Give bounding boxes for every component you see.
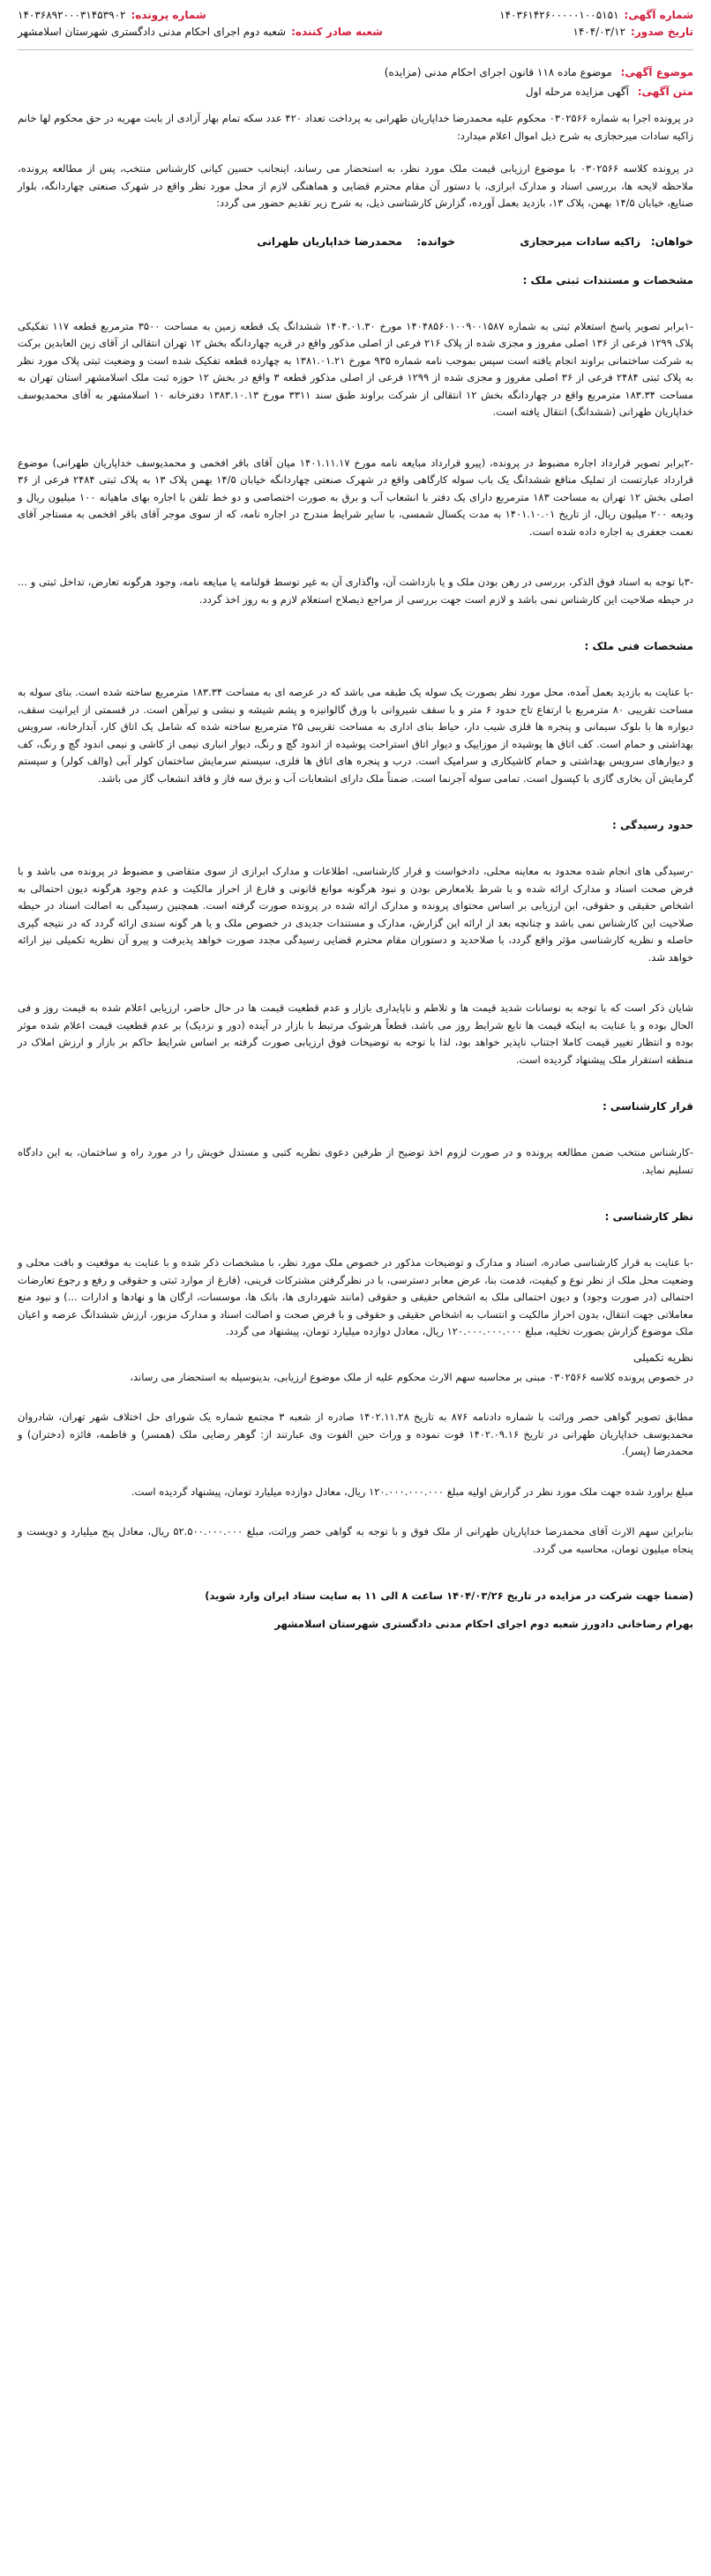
header-row-2 (18, 24, 693, 41)
file-number-label: شماره پرونده: (131, 9, 206, 21)
opinion-paragraph-1: -با عنایت به قرار کارشناسی صادره، اسناد و مدارک و توضیحات مذکور در خصوص ملک مورد نظر، با مشخصات ذکر شده و با عنایت به موقعیت و بافت محلی و وضعیت محل ملک از نظر نوع و کیفیت، قدمت بنا، عرض معابر دسترسی، با در نظرگرفتن مشترکات قرینی، (فارغ از موارد ثبتی و حقوقی و رفع و رجوع تعارضات احتمالی (در صورت وجود) و دیون احتمالی ملک به اشخاص حقیقی و حقوقی (مانند شهرداری ها، بانک ها، موسسات، ارگان ها و نهادها و ادارات ...) و نبود منع معاملاتی جهت انتقال، بدون احراز مالکیت و انتساب به اشخاص حقیقی و حقوقی و با فرض صحت و اصالت اسناد و مدارک مزبور، ارزش ششدانگ عرصه و اعیان ملک موضوع گزارش بصورت تخلیه، مبلغ ۱۲۰.۰۰۰.۰۰۰.۰۰۰ ریال، معادل دوازده میلیارد تومان، پیشنهاد می گردد. (18, 1256, 693, 1337)
header-row-1 (18, 7, 693, 24)
order-section-title: قرار کارشناسی : (602, 1100, 693, 1113)
registry-paragraph-1: -۱برابر تصویر پاسخ استعلام ثبتی به شماره ۱۴۰۴۸۵۶۰۱۰۰۹۰۰۱۵۸۷ مورخ ۱۴۰۴.۰۱.۳۰ ششدانگ یک قطعه زمین به مساحت ۳۵۰۰ مترمربع قطعه ۱۱۷ تفکیکی پلاک ۱۲۹۹ فرعی از ۱۳۶ اصلی مفروز و مجزی شده از پلاک ۲۱۶ فرعی از اصلی مذکور واقع در قریه چهاردانگه بخش ۱۲ تهران انتقالی از آقای زین العابدین برکت به شرکت ساختمانی براوند انجام یافته است سپس بموجب نامه شماره ۹۳۵ مورخ ۱۳۸۱.۰۱.۲۱ به چهارده قطعه تفکیک شده است و وضعیت ثبتی پلاک مورد نظر به پلاک ثبتی ۲۴۸۴ فرعی از ۳۶ اصلی مفروز و مجزی شده از ۱۲۹۹ فرعی از اصلی مذکور قطعه ۳ واقع در بخش ۱۲ حوزه ثبت ملک اسلامشهر استان تهران به مساحت ۱۸۳.۳۴ مترمربع واقع در چهاردانگه بخش ۱۲ انتقالی از شرکت براوند طبق سند ۳۳۱۱ مورخ ۱۳۸۳.۱۰.۱۳ دفترخانه ۱۰ اسلامشهر به آقای محمدیوسف خداپاریان طهرانی (ششدانگ) انتقال یافته است. (18, 319, 694, 418)
file-number-cell (18, 7, 206, 24)
header-divider (18, 49, 693, 50)
supplement-title: نظریه تکمیلی (633, 1351, 693, 1364)
technical-paragraph-1: -با عنایت به بازدید بعمل آمده، محل مورد نظر بصورت یک سوله یک طبقه می باشد که در عرصه ای به مساحت ۱۸۳.۳۴ مترمربع ساخته شده است. بنای سوله به مساحت تقریبی ۸۰ مترمربع با ارتفاع تاج حدود ۶ متر و با سقف شیروانی با ورق گالوانیزه و پشم شیشه و نبشی و تیرآهن است. در قسمتی از ایرانیت سقف، دیواره ها با بلوک سیمانی و پنجره ها فلزی شیب دار، حیاط بنای اداری به مساحت تقریبی ۲۵ مترمربع ساخته شده که شامل یک اتاق کار، آبدارخانه، سرویس بهداشتی و حمام است. کف اتاق ها پوشیده از موزاییک و دیوار اتاق استراحت پوشیده از اندود گچ و رنگ، دیوار انباری نیمی از کاشی و نیمی اندود گچ و رنگ، کف و دیوارهای سرویس بهداشتی و حمام کاشیکاری و سرامیک است. درب و پنجره های اتاق ها فلزی، سیستم سرمایش ساختمان کولر آبی (والف کولر) و سیستم گرمایش آن بخاری گازی با کپسول است. تمامی سوله آجرنما است. ضمناً ملک دارای انشعابات آب و برق سه فاز و فاقد انشعاب گاز می باشد. (18, 686, 693, 785)
parties-row (18, 235, 693, 248)
supplement-paragraph-1: در خصوص پرونده کلاسه ۰۳۰۲۵۶۶ مبنی بر محاسبه سهم الارث محکوم علیه از ملک موضوع ارزیابی، بدینوسیله به استحضار می رساند، (130, 1370, 693, 1383)
claimant-label: خواهان: (650, 235, 693, 248)
technical-section-title: مشخصات فنی ملک : (584, 640, 693, 652)
review-section-title: حدود رسیدگی : (611, 819, 693, 831)
supplement-paragraph-4: بنابراین سهم الارث آقای محمدرضا خداپاریان طهرانی از ملک فوق و با توجه به گواهی حصر وراثت، مبلغ ۵۲.۵۰۰.۰۰۰.۰۰۰ ریال، معادل پنج میلیارد و دویست و پنجاه میلیون تومان، محاسبه می گردد. (18, 1525, 693, 1555)
registry-paragraph-3: -۳با توجه به اسناد فوق الذکر، بررسی در رهن بودن ملک و یا بازداشت آن، واگذاری آن به غیر توسط قولنامه یا مبایعه نامه، وجود هرگونه تعارض، تداخل ثبتی و ... در حیطه صلاحیت این کارشناس نمی باشد و لازم است جهت بررسی از مراجع ذیصلاح استعلام لازم و به روز اخذ گردد. (18, 576, 693, 606)
issue-date-label: تاریخ صدور: (631, 26, 693, 38)
expert-paragraph: در پرونده کلاسه ۰۳۰۲۵۶۶ با موضوع ارزیابی قیمت ملک مورد نظر، به استحضار می رساند، اینجانب حسین کیانی کارشناس منتخب، پس از مطالعه پرونده، ملاحظه لایحه ها، بررسی اسناد و مدارک ابرازی، با دستور آن مقام محترم قضایی و هماهنگی لازم از محل مورد نظر واقع در شهرک صنعتی چهاردانگه، بلوار صنایع، خیابان ۱۴/۵ بهمن، پلاک ۱۳، بازدید بعمل آورده، گزارش کارشناسی ذیل، به شرح زیر تقدیم حضور می گردد: (18, 162, 693, 209)
issue-date-cell (573, 24, 693, 41)
issuing-branch-label: شعبه صادر کننده: (291, 26, 383, 38)
ad-text-line (18, 82, 693, 101)
ad-text: آگهی مزایده مرحله اول (525, 86, 629, 98)
review-paragraph-1: -رسیدگی های انجام شده محدود به معاینه محلی، دادخواست و قرار کارشناسی، اطلاعات و مدارک ابرازی از سوی متقاضی و مضبوط در پرونده می باشد و با فرض صحت اسناد و مدارک ارائه شده و با شرط بلامعارض بودن و نبود هرگونه موانع قانونی و فارغ از احراز مالکیت و عدم وجود هرگونه دیون احتمالی به اشخاص حقیقی و حقوقی، این ارزیابی بر اساس محتوای پرونده و مدارک ارائه شده در پرونده صورت گرفته است. همچنین رسیدگی به اصالت اسناد در حیطه صلاحیت این کارشناس نمی باشد و چنانچه بعد از ارائه این گزارش، مدارک و مستندات جدیدی در خصوص ملک و یا هر گونه سندی ارائه گردد که در نتیجه گیری حاصله و نظریه کارشناسی مؤثر واقع گردد، با صلاحدید و دستوران مقام محترم قضایی رسیدگی مجدد صورت خواهد پذیرفت و پیرو آن نظریه تکمیلی نیز ارائه خواهد شد. (18, 865, 693, 964)
supplement-paragraph-2: مطابق تصویر گواهی حصر وراثت با شماره دادنامه ۸۷۶ به تاریخ ۱۴۰۲.۱۱.۲۸ صادره از شعبه ۳ مجتمع شماره یک شورای حل اختلاف شهر تهران، شادروان محمدیوسف خداپاریان طهرانی در تاریخ ۱۴۰۲.۰۹.۱۶ فوت نموده و وراث حین الفوت وی عبارتند از: گوهر رضایی ملک (همسر) و فاطمه، فائزه (دختران) و محمدرضا (پسر). (18, 1411, 693, 1457)
notice-document (18, 0, 693, 1633)
issuing-branch: شعبه دوم اجرای احکام مدنی دادگستری شهرستان اسلامشهر (18, 26, 287, 38)
auction-notice: (ضمنا جهت شرکت در مزایده در تاریخ ۱۴۰۴/۰۳/۲۶ ساعت ۸ الی ۱۱ به سایت ستاد ایران وارد شوید) (205, 1590, 693, 1602)
ad-number: ۱۴۰۳۶۱۴۲۶۰۰۰۰۰۱۰۰۵۱۵۱ (499, 9, 619, 21)
defendant-name: محمدرضا خداپاریان طهرانی (257, 235, 402, 248)
ad-number-cell (499, 7, 693, 24)
intro-paragraph: در پرونده اجرا به شماره ۰۳۰۲۵۶۶ محکوم علیه محمدرضا خداپاریان طهرانی به پرداخت تعداد ۴۲۰ عدد سکه تمام بهار آزادی از بابت مهریه در حق محکوم لها خانم زاکیه سادات میرحجازی به شرح ذیل اموال اعلام میدارد: (18, 112, 693, 142)
subject-label: موضوع آگهی: (620, 66, 693, 78)
issuing-branch-cell (18, 24, 383, 41)
order-paragraph-1: -کارشناس منتخب ضمن مطالعه پرونده و در صورت لزوم اخذ توضیح از طرفین دعوی نظریه کتبی و مستدل خویش را در مورد راه و ساختمان، به این دادگاه تسلیم نماید. (18, 1146, 693, 1176)
subject-line (18, 63, 693, 82)
ad-text-label: متن آگهی: (637, 86, 693, 98)
claimant-name: زاکیه سادات میرحجازی (520, 235, 640, 248)
review-paragraph-2: شایان ذکر است که با توجه به نوسانات شدید قیمت ها و تلاطم و ناپایداری بازار و عدم قطعیت قیمت ها در حال حاضر، ارزیابی اعلام شده به قیمت روز و فی الحال بوده و با عنایت به اینکه قیمت ها تابع شرایط روز می باشد، قطعاً هرشوک مرتبط با بازار در آینده (دور و نزدیک) بر عدم قطعیت قیمت اعلام شده موثر بوده و انتظار تغییر قیمت کاملا اجتناب ناپذیر خواهد بود، لذا با توجه به توضیحات فوق ارزیابی صورت گرفته بر اساس شرایط حاکم بر بازار و ارزش املاک در منطقه استقرار ملک پیشنهاد گردیده است. (18, 1001, 693, 1066)
ad-number-label: شماره آگهی: (624, 9, 693, 21)
opinion-section-title: نظر کارشناسی : (604, 1210, 693, 1223)
supplement-paragraph-3: مبلغ براورد شده جهت ملک مورد نظر در گزارش اولیه مبلغ ۱۲۰.۰۰۰.۰۰۰.۰۰۰ ریال، معادل دوازده میلیارد تومان، پیشنهاد گردیده است. (131, 1485, 693, 1498)
subject-text: موضوع ماده ۱۱۸ قانون اجرای احکام مدنی (مزایده) (384, 66, 612, 78)
registry-section-title: مشخصات و مستندات ثبتی ملک : (522, 273, 693, 287)
registry-paragraph-2: -۲برابر تصویر قرارداد اجاره مضبوط در پرونده، (پیرو قرارداد مبایعه نامه مورخ ۱۴۰۱.۱۱.۱۷ میان آقای باقر افخمی و محمدیوسف خداپاریان طهرانی) موضوع قرارداد عبارتست از تملیک منافع ششدانگ یک باب سوله کارگاهی واقع در شهرک صنعتی چهاردانگه خیابان ۱۴/۵ بهمن پلاک ۱۳ به پلاک ثبتی ۲۴۸۴ فرعی از ۳۶ اصلی بخش ۱۲ تهران به مساحت ۱۸۳ مترمربع دارای یک دفتر با انشعاب آب و برق به صورت اختصاصی و دو خط تلفن با اجاره بهای ماهیانه ۱۰۰ میلیون ریال و ودیعه ۲۰۰ میلیون ریال، از تاریخ ۱۴۰۱.۱۰.۰۱ به مدت یکسال شمسی، با سایر شرایط مندرج در اجاره نامه، که از سوی موجر آقای باقر افخمی به مستاجر آقای نعمت جعفری به اجاره داده شده است. (18, 456, 693, 538)
signature-line: بهرام رضاخانی دادورز شعبه دوم اجرای احکام مدنی دادگستری شهرستان اسلامشهر (274, 1617, 693, 1630)
defendant-label: خوانده: (416, 235, 455, 248)
issue-date: ۱۴۰۴/۰۳/۱۲ (573, 26, 626, 38)
file-number: ۱۴۰۳۶۸۹۲۰۰۰۳۱۴۵۳۹۰۲ (18, 9, 126, 21)
